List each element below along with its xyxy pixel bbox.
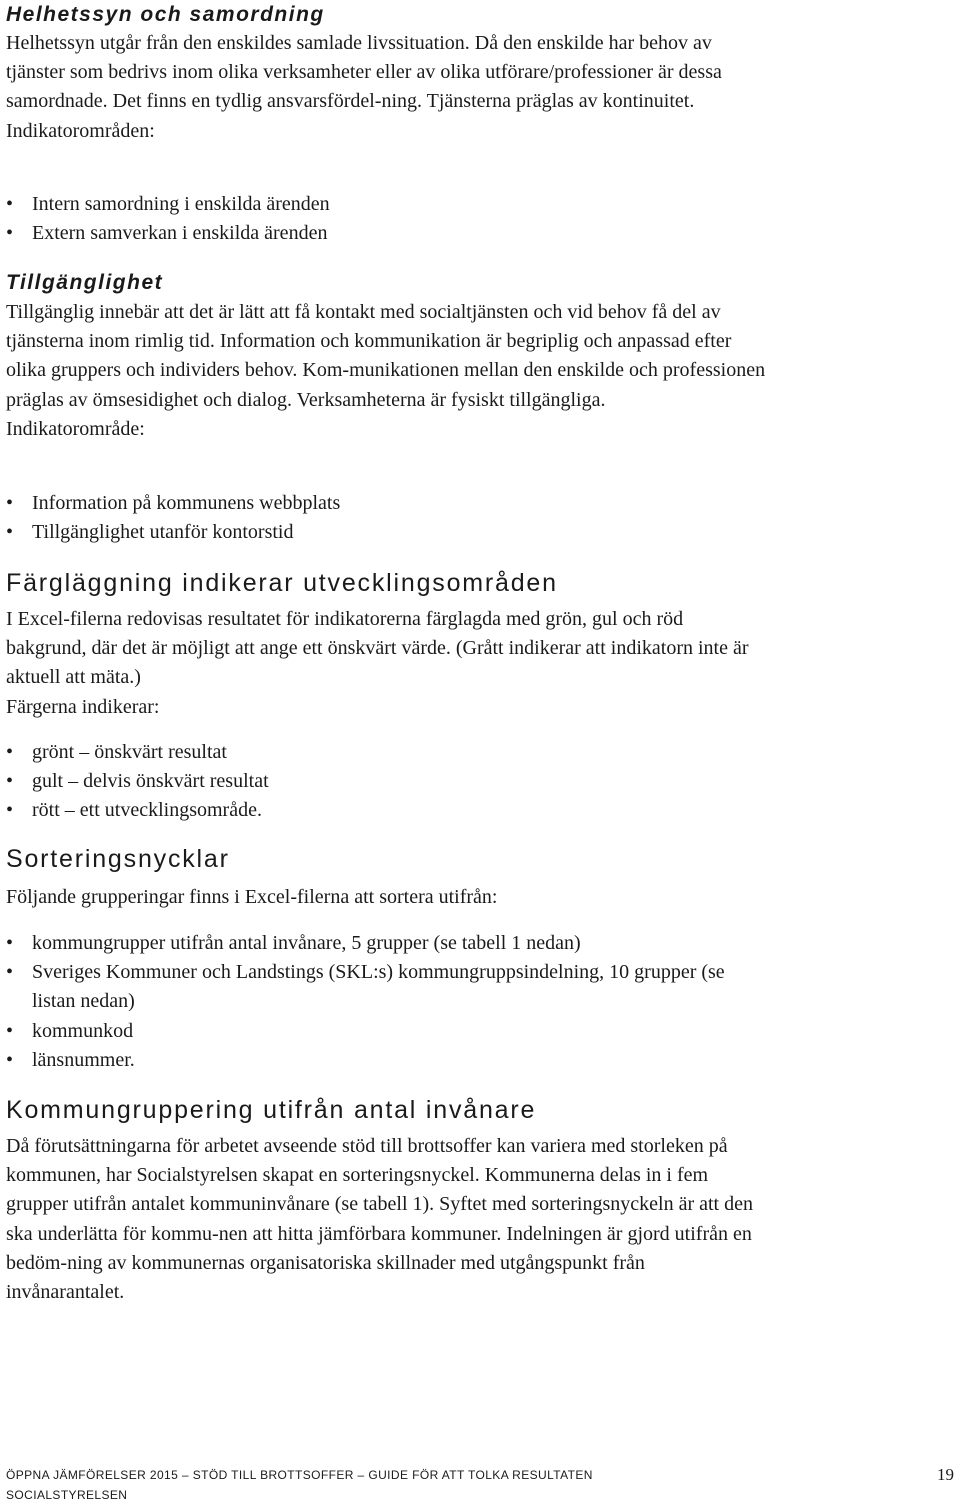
paragraph: Tillgänglig innebär att det är lätt att få kontakt med socialtjänsten och vid behov få del av tjänsterna inom rimlig tid. Information och kommunikation är begriplig och anpassad efter olika gruppers och individers behov. Kom-munikationen mellan den enskilde och professionen präglas av ömsesidighet och dialog. Verksamheterna är fysiskt tillgängliga.	[6, 301, 766, 411]
list-item: • gult – delvis önskvärt resultat	[6, 767, 269, 796]
bullet-list	[6, 738, 269, 826]
section-heading-tillganglighet: Tillgänglighet	[6, 271, 164, 294]
list-item: • Tillgänglighet utanför kontorstid	[6, 518, 340, 547]
bullet-list	[6, 190, 330, 248]
list-item: • kommungrupper utifrån antal invånare, 5 grupper (se tabell 1 nedan)	[6, 929, 766, 958]
indicator-lead: Indikatorområde:	[6, 417, 145, 440]
list-item: • länsnummer.	[6, 1046, 766, 1075]
paragraph: Helhetssyn utgår från den enskildes samlade livssituation. Då den enskilde har behov av tjänster som bedrivs inom olika verksamheter eller av olika utförare/professioner är dessa samordnade. Det finns en tydlig ansvarsfördel-ning. Tjänsterna präglas av kontinuitet.	[6, 32, 722, 113]
footer-title: ÖPPNA JÄMFÖRELSER 2015 – STÖD TILL BROTTSOFFER – GUIDE FÖR ATT TOLKA RESULTATEN	[6, 1468, 593, 1482]
bullet-list	[6, 929, 766, 1075]
section-heading-farglaggning: Färgläggning indikerar utvecklingsområden	[6, 569, 558, 597]
section-heading-sorteringsnycklar: Sorteringsnycklar	[6, 845, 230, 873]
list-item: • kommunkod	[6, 1017, 766, 1046]
list-item: • Extern samverkan i enskilda ärenden	[6, 219, 330, 248]
indicator-lead: Färgerna indikerar:	[6, 695, 160, 718]
indicator-lead: Indikatorområden:	[6, 119, 155, 142]
list-item: • Sveriges Kommuner och Landstings (SKL:s) kommungruppsindelning, 10 grupper (se listan nedan)	[6, 958, 766, 1016]
footer-publisher: SOCIALSTYRELSEN	[6, 1488, 128, 1502]
list-item: • grönt – önskvärt resultat	[6, 738, 269, 767]
page-footer	[6, 1465, 954, 1505]
section-body-kommungruppering: Då förutsättningarna för arbetet avseende stöd till brottsoffer kan variera med storleken på kommunen, har Socialstyrelsen skapat en sorteringsnyckel. Kommunerna delas in i fem grupper utifrån antalet kommuninvånare (se tabell 1). Syftet med sorteringsnyckeln är att den ska underlätta för kommu-nen att hitta jämförbara kommuner. Indelningen är gjord utifrån en bedöm-ning av kommunernas organisatoriska skillnader med utgångspunkt från invånarantalet.	[6, 1135, 753, 1304]
section-body-sorteringsnycklar: Följande grupperingar finns i Excel-filerna att sortera utifrån:	[6, 886, 498, 908]
paragraph: I Excel-filerna redovisas resultatet för indikatorerna färglagda med grön, gul och röd bakgrund, där det är möjligt att ange ett önskvärt värde. (Grått indikerar att indikatorn inte är aktuell att mäta.)	[6, 608, 749, 689]
section-body-helhetssyn	[6, 29, 766, 146]
section-heading-kommungruppering: Kommungruppering utifrån antal invånare	[6, 1096, 537, 1124]
section-body-farglaggning	[6, 605, 766, 722]
section-body-tillganglighet	[6, 298, 766, 444]
list-item: • Information på kommunens webbplats	[6, 489, 340, 518]
section-heading-helhetssyn: Helhetssyn och samordning	[6, 3, 325, 26]
page-number: 19	[937, 1465, 954, 1484]
bullet-list	[6, 489, 340, 547]
list-item: • rött – ett utvecklingsområde.	[6, 796, 269, 825]
list-item: • Intern samordning i enskilda ärenden	[6, 190, 330, 219]
